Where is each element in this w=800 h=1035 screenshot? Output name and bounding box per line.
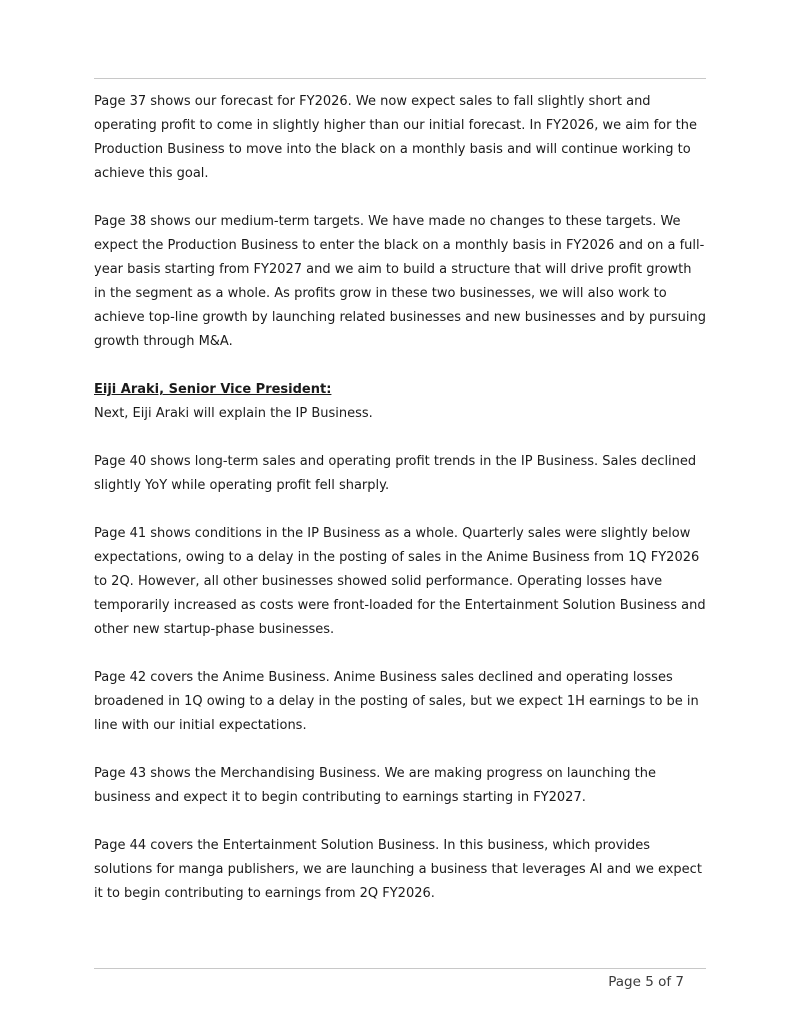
paragraph-page-44: Page 44 covers the Entertainment Solution Business. In this business, which provides solutions for manga publishers, we are launching a business that leverages AI and we expect it to begin contributing to earnings from 2Q FY2026.	[94, 838, 702, 901]
paragraph-page-41: Page 41 shows conditions in the IP Business as a whole. Quarterly sales were slightly below expectations, owing to a delay in the posting of sales in the Anime Business from 1Q FY2026 to 2Q. However, all other businesses showed solid performance. Operating losses have temporarily increased as costs were front-loaded for the Entertainment Solution Business and other new startup-phase businesses.	[94, 526, 706, 637]
paragraph-spacer	[94, 738, 706, 762]
header-divider	[94, 78, 706, 79]
paragraph-page-38: Page 38 shows our medium-term targets. We have made no changes to these targets. We expect the Production Business to enter the black on a monthly basis in FY2026 and on a full-year basis starting from FY2027 and we aim to build a structure that will drive profit growth in the segment as a whole. As profits grow in these two businesses, we will also work to achieve top-line growth by launching related businesses and new businesses and by pursuing growth through M&A.	[94, 214, 706, 349]
paragraph-spacer	[94, 186, 706, 210]
paragraph-spacer	[94, 498, 706, 522]
speaker-heading: Eiji Araki, Senior Vice President:	[94, 382, 332, 397]
paragraph-spacer	[94, 810, 706, 834]
speaker-intro: Next, Eiji Araki will explain the IP Business.	[94, 406, 373, 421]
paragraph-page-43: Page 43 shows the Merchandising Business. We are making progress on launching the business and expect it to begin contributing to earnings starting in FY2027.	[94, 766, 656, 805]
paragraph-page-37: Page 37 shows our forecast for FY2026. We now expect sales to fall slightly short and operating profit to come in slightly higher than our initial forecast. In FY2026, we aim for the Production Business to move into the black on a monthly basis and will continue working to achieve this goal.	[94, 94, 697, 181]
page-number: Page 5 of 7	[608, 974, 684, 990]
paragraph-spacer	[94, 426, 706, 450]
paragraph-page-42: Page 42 covers the Anime Business. Anime Business sales declined and operating losses broadened in 1Q owing to a delay in the posting of sales, but we expect 1H earnings to be in line with our initial expectations.	[94, 670, 699, 733]
paragraph-spacer	[94, 642, 706, 666]
footer-divider	[94, 968, 706, 969]
document-body	[94, 90, 706, 906]
paragraph-spacer	[94, 354, 706, 378]
paragraph-page-40: Page 40 shows long-term sales and operating profit trends in the IP Business. Sales declined slightly YoY while operating profit fell sharply.	[94, 454, 697, 493]
